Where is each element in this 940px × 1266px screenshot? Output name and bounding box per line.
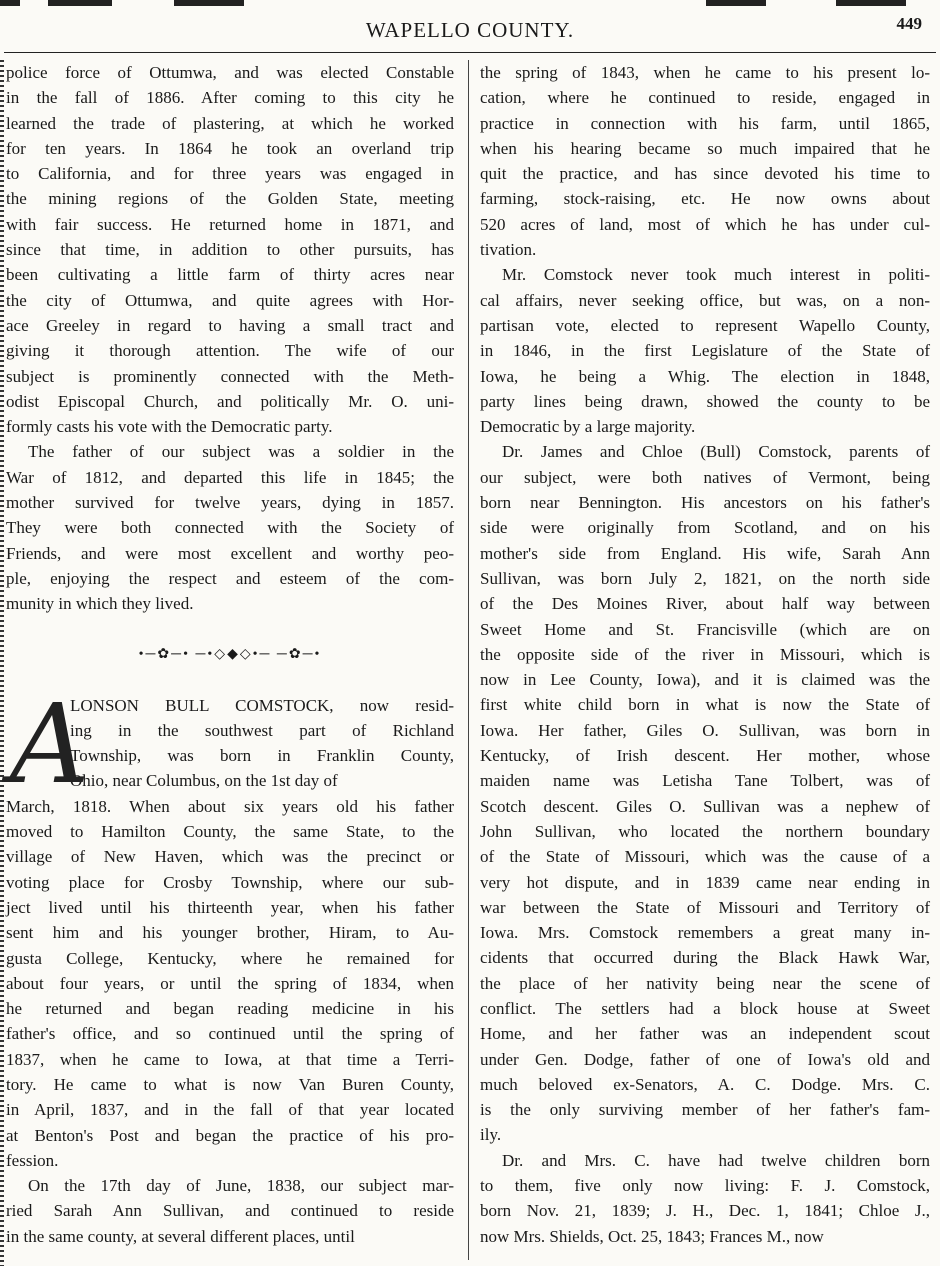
text-line: Dr. James and Chloe (Bull) Comstock, parents of [502,442,930,462]
text-line: John Sullivan, who located the northern boundary [480,821,930,841]
text-line: cal affairs, never seeking office, but was, on a non- [480,290,930,310]
left-para-1 [6,60,454,439]
text-line: tory. He came to what is now Van Buren County, [6,1074,454,1094]
text-line: the spring of 1843, when he came to his present lo- [480,63,930,82]
text-line: Sullivan, was born July 2, 1821, on the north side [480,568,930,588]
text-line: ject lived until his thirteenth year, when his father [6,897,454,917]
text-line: ace Greeley in regard to having a small tract and [6,315,454,335]
text-line: with fair success. He returned home in 1871, and [6,214,454,234]
text-line: war between the State of Missouri and Territory of [480,897,930,917]
text-line: in 1846, in the first Legislature of the State of [480,341,930,361]
text-line: the city of Ottumwa, and quite agrees with Hor- [6,290,454,310]
text-line: the mining regions of the Golden State, meeting [6,189,454,209]
right-para-1 [480,60,930,262]
text-line: 520 acres of land, most of which he has under cul- [480,214,930,234]
text-line: Township, was born in Franklin County, [70,746,454,766]
text-line: formly casts his vote with the Democratic party. [6,417,333,437]
text-line: Ohio, near Columbus, on the 1st day of [70,771,338,791]
text-line: voting place for Crosby Township, where our sub- [6,872,454,892]
text-line: born Nov. 21, 1839; J. H., Dec. 1, 1841; Chloe J., [480,1201,930,1221]
text-line: in April, 1837, and in the fall of that year located [6,1100,454,1120]
text-line: now Mrs. Shields, Oct. 25, 1843; Frances M., now [480,1226,824,1246]
text-line: ried Sarah Ann Sullivan, and continued to reside [6,1201,454,1221]
text-line: farming, stock-raising, etc. He now owns about [480,189,930,209]
text-line: Democratic by a large majority. [480,417,696,437]
text-line: for ten years. In 1864 he took an overland trip [6,138,454,158]
text-line: Iowa. Her father, Giles O. Sullivan, was born in [480,720,930,740]
text-line: in the fall of 1886. After coming to this city he [6,88,454,108]
text-line: born near Bennington. His ancestors on his father's [480,493,930,513]
top-edge-marks [0,0,940,8]
text-line: the place of her nativity being near the scene of [480,973,930,993]
left-para-2 [6,439,454,616]
text-line: ing in the southwest part of Richland [70,720,454,740]
text-line: much beloved ex-Senators, A. C. Dodge. Mrs. C. [480,1074,930,1094]
text-line: The father of our subject was a soldier in the [28,442,454,462]
text-line: ple, enjoying the respect and esteem of the com- [6,568,454,588]
section-ornament: •─✿─• ─•◇◆◇•─ ─✿─• [138,646,322,662]
text-line: the opposite side of the river in Missouri, which is [480,644,930,664]
text-line: he returned and began reading medicine in his [6,999,454,1019]
running-title: WAPELLO COUNTY. [365,18,575,42]
text-line: police force of Ottumwa, and was elected Constable [6,63,454,82]
right-column [480,60,930,1249]
text-line: maiden name was Letisha Tane Tolbert, was of [480,771,930,791]
text-line: sent him and his younger brother, Hiram, to Au- [6,923,454,943]
text-line: been cultivating a little farm of thirty acres near [6,265,454,285]
text-line: side were originally from Scotland, and on his [480,518,930,538]
text-line: practice in connection with his farm, until 1865, [480,113,930,133]
right-para-3 [480,439,930,1147]
text-line: 1837, when he came to Iowa, at that time a Terri- [6,1049,454,1069]
text-line: learned the trade of plastering, at which he worked [6,113,454,133]
header-rule [4,52,936,53]
text-line: under Gen. Dodge, father of one of Iowa's old and [480,1049,930,1069]
left-column [6,60,454,1249]
text-line: partisan vote, elected to represent Wapello County, [480,315,930,335]
text-line: of the Des Moines River, about half way between [480,594,930,614]
text-line: fession. [6,1150,59,1170]
text-line: moved to Hamilton County, the same State, to the [6,822,454,842]
text-line: Iowa, he being a Whig. The election in 1848, [480,366,930,386]
text-line: father's office, and so continued until the spring of [6,1024,454,1044]
text-line: Kentucky, of Irish descent. Her mother, whose [480,746,930,766]
text-line: village of New Haven, which was the precinct or [6,847,454,867]
text-line: tivation. [480,240,537,260]
column-divider [468,60,469,1260]
text-line: in the same county, at several different places, until [6,1226,355,1246]
text-line: Home, and her father was an independent scout [480,1024,930,1044]
text-line: mother's side from England. His wife, Sarah Ann [480,543,930,563]
text-line: Friends, and were most excellent and worthy peo- [6,543,454,563]
text-line: subject is prominently connected with the Meth- [6,366,454,386]
drop-cap-letter: A [10,679,90,808]
text-line: very hot dispute, and in 1839 came near ending in [480,872,930,892]
page-header [0,8,940,48]
text-line: On the 17th day of June, 1838, our subject mar- [28,1176,454,1196]
text-line: when his hearing became so much impaired that he [480,138,930,158]
text-line: Mr. Comstock never took much interest in politi- [502,265,930,285]
text-line: cidents that occurred during the Black Hawk War, [480,948,930,968]
text-line: munity in which they lived. [6,594,194,614]
left-para-4 [6,1173,454,1249]
text-line: first white child born in what is now the State of [480,695,930,715]
text-line: mother survived for twelve years, dying in 1857. [6,493,454,513]
text-line: conflict. The settlers had a block house at Sweet [480,998,930,1018]
text-line: ily. [480,1125,502,1145]
text-line: to them, five only now living: F. J. Comstock, [480,1176,930,1196]
text-line: LONSON BULL COMSTOCK, now resid- [70,695,454,715]
text-line: our subject, were both natives of Vermont, being [480,467,930,487]
text-line: gusta College, Kentucky, where he remained for [6,948,454,968]
text-line: They were both connected with the Society of [6,518,454,538]
left-para-3 [6,794,454,1173]
text-line: Scotch descent. Giles O. Sullivan was a nephew of [480,796,930,816]
text-line: is the only surviving member of her father's fam- [480,1100,930,1120]
text-line: of the State of Missouri, which was the cause of a [480,847,930,867]
text-line: March, 1818. When about six years old his father [6,796,454,816]
text-line: giving it thorough attention. The wife of our [6,341,454,361]
binding-perforation [0,60,4,1266]
text-line: odist Episcopal Church, and politically Mr. O. uni- [6,391,454,411]
text-line: since that time, in addition to other pursuits, has [6,240,454,260]
text-line: cation, where he continued to reside, engaged in [480,88,930,108]
text-line: to California, and for three years was engaged in [6,164,454,184]
text-line: Sweet Home and St. Francisville (which are on [480,619,930,639]
text-line: quit the practice, and has since devoted his time to [480,164,930,184]
text-line: War of 1812, and departed this life in 1845; the [6,467,454,487]
right-para-2 [480,262,930,439]
page-number: 449 [896,14,922,33]
text-line: Iowa. Mrs. Comstock remembers a great many in- [480,923,930,943]
text-line: about four years, or until the spring of 1834, when [6,973,454,993]
right-para-4 [480,1148,930,1249]
text-line: now in Lee County, Iowa), and it is claimed was the [480,670,930,690]
text-line: party lines being drawn, showed the county to be [480,391,930,411]
text-line: at Benton's Post and began the practice of his pro- [6,1125,454,1145]
text-line: Dr. and Mrs. C. have had twelve children born [502,1150,930,1170]
